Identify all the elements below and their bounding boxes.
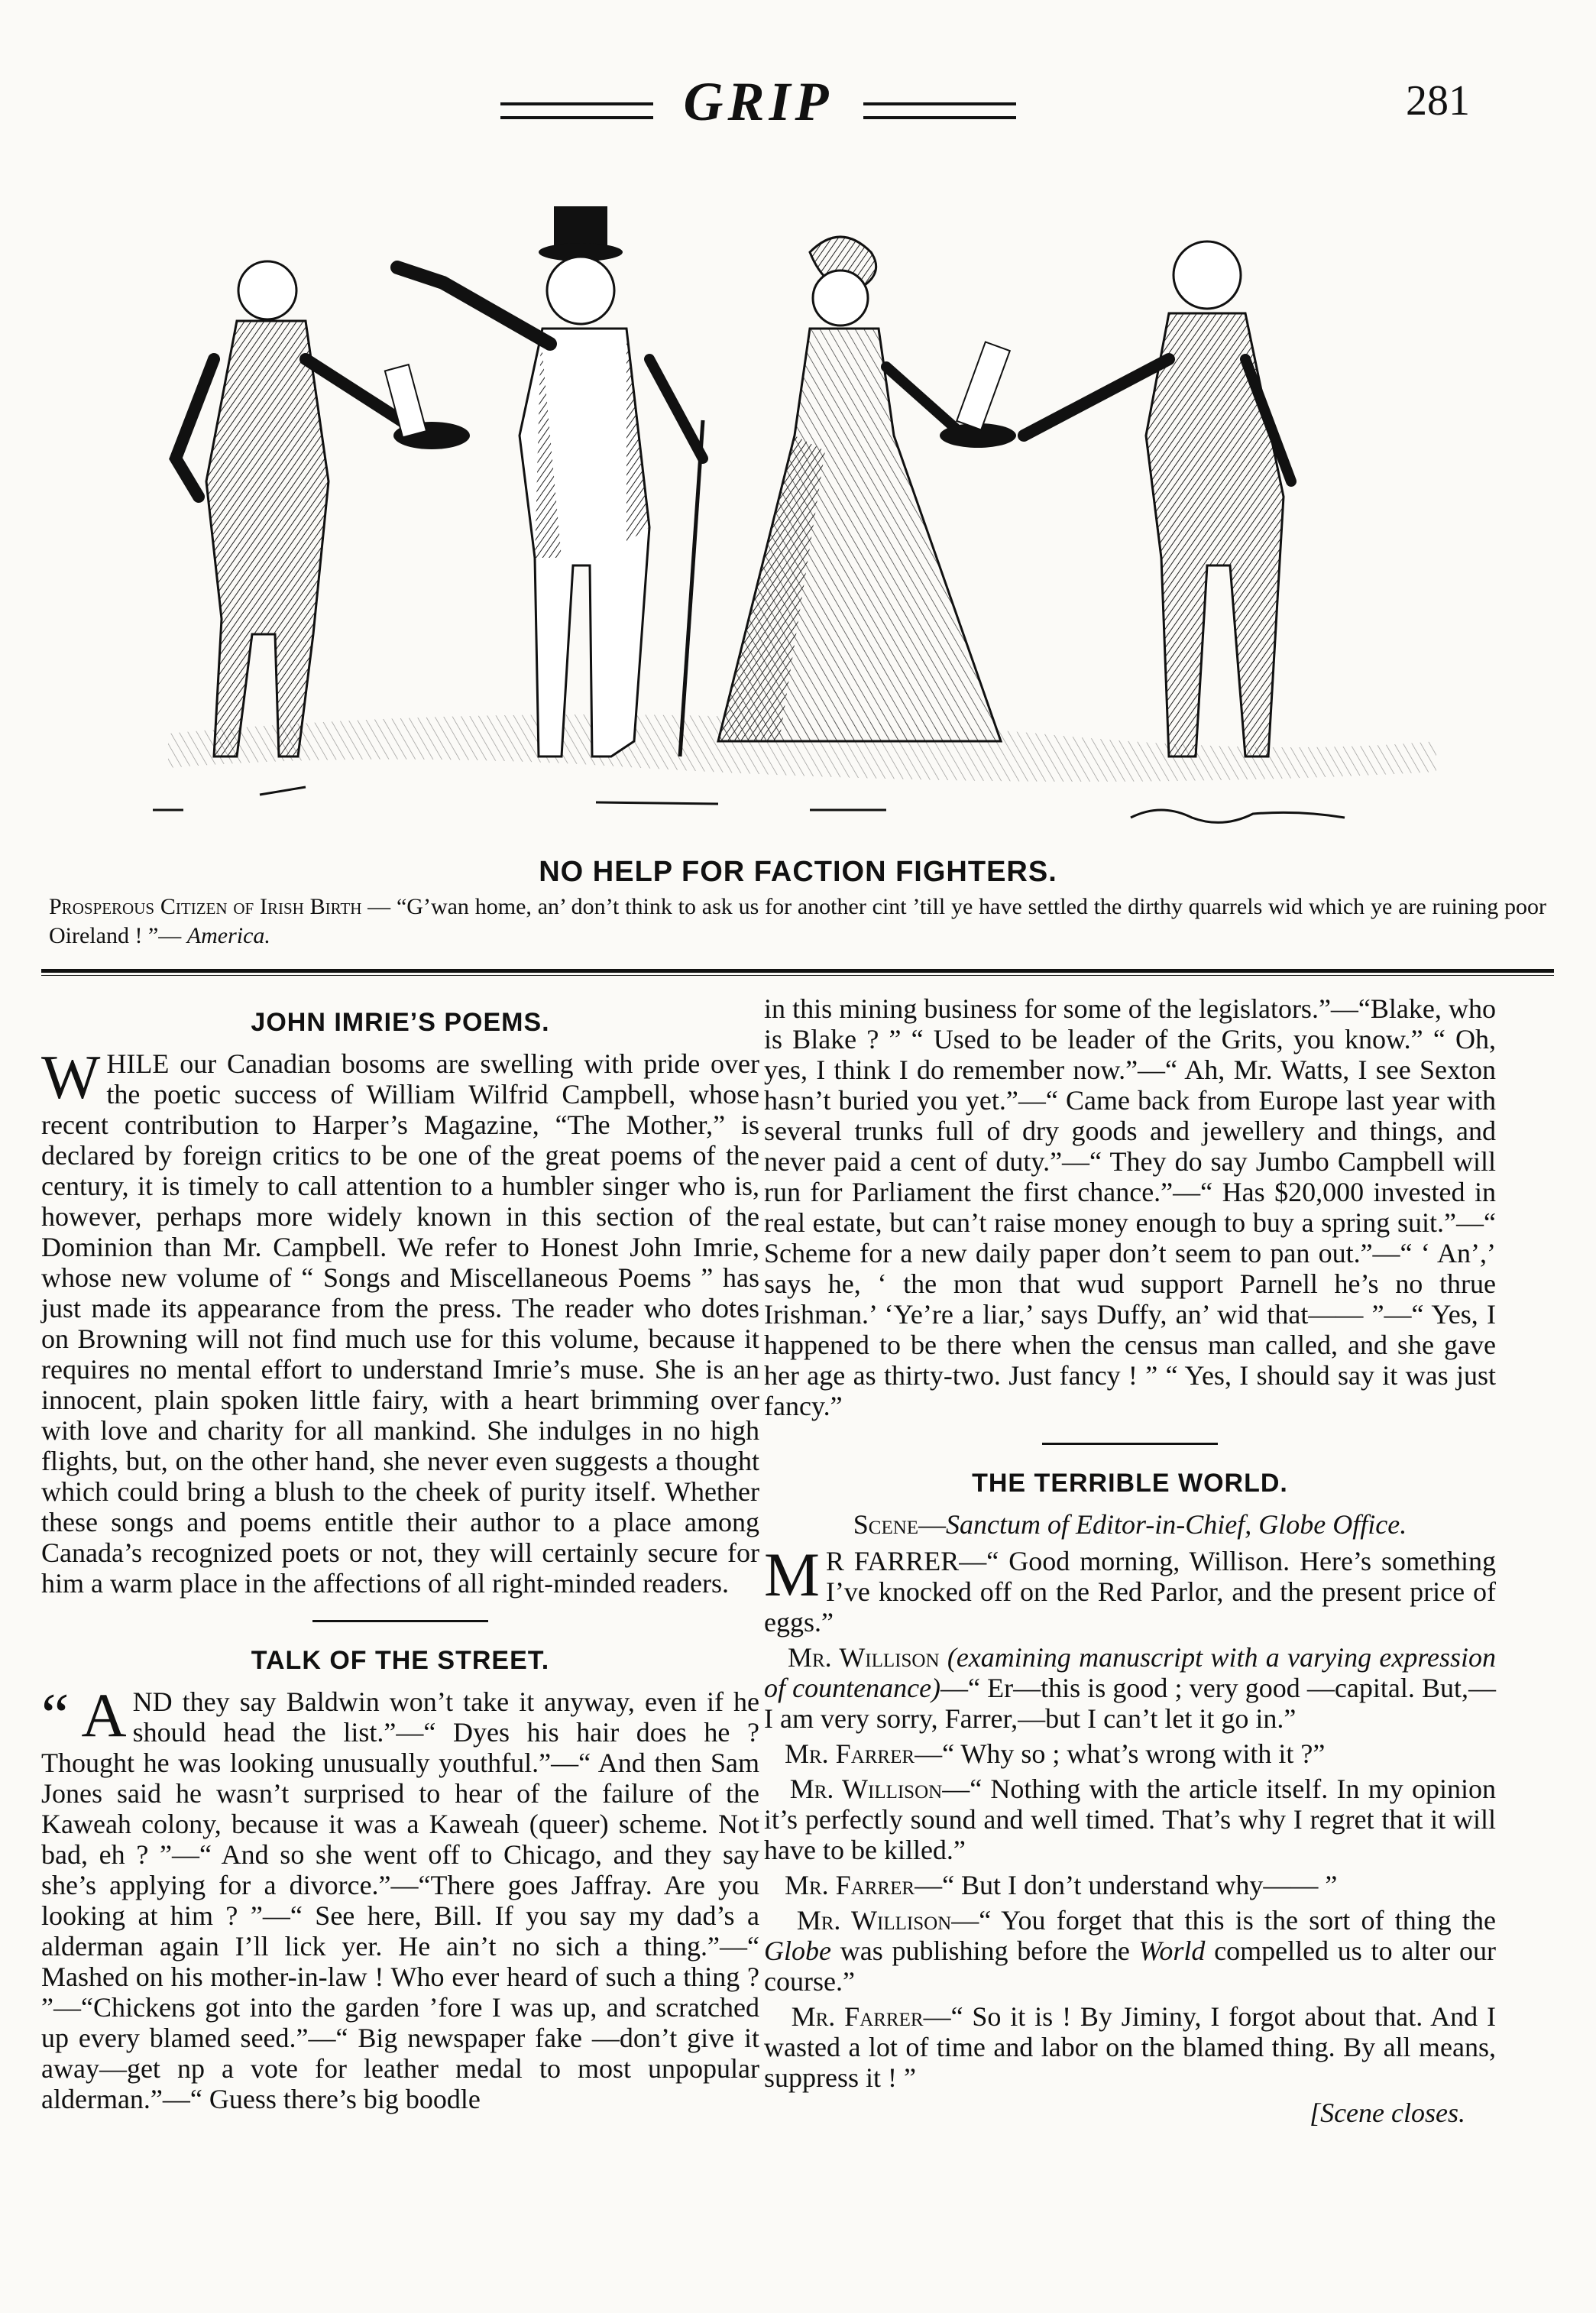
scene-label: Scene—	[853, 1509, 947, 1540]
dialogue-farrer-1	[764, 1540, 1496, 1638]
imrie-heading: JOHN IMRIE’S POEMS.	[251, 1008, 550, 1037]
figure-prosperous-citizen	[397, 206, 703, 756]
dialogue-farrer-3	[764, 1870, 1496, 1900]
street-continuation: in this mining business for some of the legislators.”—“Blake, who is Blake ? ” “ Used to be leader of the Grits, you know.” “ Oh, yes, I think I do remember now.”—“ Ah, Mr. Watts, I see Sexton hasn’t buried you yet.”—“ Came back from Europe last year with several trunks full of dry goods and jewellery and things, and never paid a cent of duty.”—“ They do say Jumbo Campbell will run for Parliament the first chance.”—“ Has $20,000 invested in real estate, but can’t raise money enough to buy a spring suit.”—“ Scheme for a new daily paper don’t seem to pan out.”—“ ‘ An’,’ says he, ‘ the mon that wud support Parnell he’s no thrue Irishman.’ ‘Ye’re a liar,’ says Duffy, an’ wid that—— ”—“ Yes, I happened to be there when the census man called, and she gave her age as thirty-two. Just fancy ! ” “ Yes, I should say it was just fancy.”	[764, 993, 1496, 1421]
cartoon-caption	[49, 892, 1546, 951]
farrer-line: R FARRER—“ Good morning, Willison. Here’s something I’ve knocked off on the Red Parlor, and the present price of eggs.”	[764, 1546, 1496, 1638]
caption-speaker: Prosperous Citizen of Irish Birth	[49, 894, 362, 919]
right-column	[764, 993, 1496, 2128]
caption-quote: — “G’wan home, an’ don’t think to ask us for another cint ’till ye have settled the dirthy quarrels wid which ye are ruining poor Oireland ! ”—	[49, 894, 1546, 948]
speaker-name: Mr. Willison	[787, 1642, 940, 1673]
dialogue-willison-3	[764, 1905, 1496, 1997]
dialogue-willison-2	[764, 1774, 1496, 1865]
speaker-name: Mr. Farrer	[791, 2001, 924, 2032]
figure-irish-man-left	[176, 261, 413, 756]
short-rule	[312, 1620, 488, 1622]
stage-direction: (examining manuscript with a varying expression of countenance)	[764, 1642, 1497, 1703]
drop-cap: W	[41, 1042, 101, 1112]
speaker-name: Mr. Farrer	[785, 1738, 915, 1769]
masthead-rule-right	[863, 102, 1016, 119]
farrer-line: —“ Why so ; what’s wrong with it ?”	[915, 1738, 1326, 1769]
willison-line: was publishing before the	[830, 1936, 1139, 1966]
willison-line: —“ You forget that this is the sort of thing the	[951, 1905, 1497, 1936]
scene-place: Sanctum of Editor-in-Chief, Globe Office.	[946, 1509, 1407, 1540]
masthead-rule-left	[500, 102, 653, 119]
masthead	[0, 70, 1596, 139]
speaker-name: Mr. Farrer	[785, 1870, 915, 1900]
speaker-name: Mr. Willison	[796, 1905, 952, 1936]
street-heading: TALK OF THE STREET.	[251, 1646, 550, 1675]
section-divider	[41, 969, 1554, 976]
figure-woman-in-dress	[718, 237, 1001, 741]
farrer-line: —“ So it is ! By Jiminy, I forgot about that. And I wasted a lot of time and labor on the blamed thing. By all means, suppress it ! ”	[764, 2001, 1496, 2093]
imrie-text: HILE our Canadian bosoms are swelling with pride over the poetic success of William Wilfrid Campbell, whose recent contribution to Harper’s Magazine, “The Mother,” is declared by foreign critics to be one of the great poems of the century, it is timely to call attention to a humbler singer who is, however, perhaps more widely known in this section of the Dominion than Mr. Campbell. We refer to Honest John Imrie, whose new volume of “ Songs and Miscellaneous Poems ” has just made its appearance from the press. The reader who dotes on Browning will not find much use for this volume, because it requires no mental effort to understand Imrie’s muse. She is an innocent, plain spoken little fairy, with a heart brimming over with love and charity for all mankind. She indulges in no high flights, but, on the other hand, she never even suggests a thought which could bring a blush to the cheek of purity itself. Whether these songs and poems entitle their author to a place among Canada’s recognized poets or not, they will certainly secure for him a warm place in the affections of all right-minded readers.	[41, 1048, 759, 1599]
speaker-name: Mr. Willison	[789, 1774, 943, 1804]
cartoon-illustration	[122, 206, 1490, 863]
imrie-article	[41, 1042, 759, 1599]
willison-line: compelled us to alter our course.”	[764, 1936, 1496, 1997]
left-column	[41, 993, 759, 2114]
dialogue-farrer-4	[764, 2001, 1496, 2093]
dialogue-willison-1	[764, 1642, 1496, 1734]
world-heading: THE TERRIBLE WORLD.	[972, 1469, 1288, 1498]
dialogue-farrer-2	[764, 1738, 1496, 1769]
caption-source: America.	[186, 923, 270, 948]
willison-line: —“ Er—this is good ; very good —capital. But,—I am very sorry, Farrer,—but I can’t let it go in.”	[764, 1673, 1497, 1734]
globe-title: Globe	[764, 1936, 831, 1966]
willison-line: —“ Nothing with the article itself. In my opinion it’s perfectly sound and well timed. That’s why I regret that it will have to be killed.”	[764, 1774, 1497, 1865]
street-article	[41, 1680, 759, 2114]
cartoon-title: NO HELP FOR FACTION FIGHTERS.	[539, 856, 1057, 888]
figure-man-right	[1024, 241, 1291, 756]
world-title: World	[1138, 1936, 1206, 1966]
drop-cap: M	[764, 1540, 820, 1609]
short-rule	[1042, 1443, 1218, 1445]
magazine-title: GRIP	[683, 71, 834, 132]
scene-closes: [Scene closes.	[1309, 2098, 1465, 2128]
farrer-line: —“ But I don’t understand why—— ”	[915, 1870, 1338, 1900]
scene-line	[764, 1509, 1496, 1540]
street-text: ND they say Baldwin won’t take it anyway, even if he should head the list.”—“ Dyes his hair does he ? Thought he was looking unusually youthful.”—“ And then Sam Jones said he wasn’t surprised to hear of the failure of the Kaweah colony, because it was a Kaweah (queer) scheme. Not bad, eh ? ”—“ And so she went off to Chicago, and they say she’s applying for a divorce.”—“There goes Jaffray. Are you looking at him ? ”—“ See here, Bill. If you say my dad’s a alderman again I’ll lick yer. He ain’t no sich a thing.”—“ Mashed on his mother-in-law ! Who ever heard of such a thing ? ”—“Chickens got into the garden ’fore I was up, and scratched up every blamed seed.”—“ Big newspaper fake —don’t give it away—get np a vote for leather medal to most unpopular alderman.”—“ Guess there’s big boodle	[41, 1686, 759, 2114]
drop-cap: “ A	[41, 1680, 127, 1750]
page-number: 281	[1406, 77, 1470, 125]
